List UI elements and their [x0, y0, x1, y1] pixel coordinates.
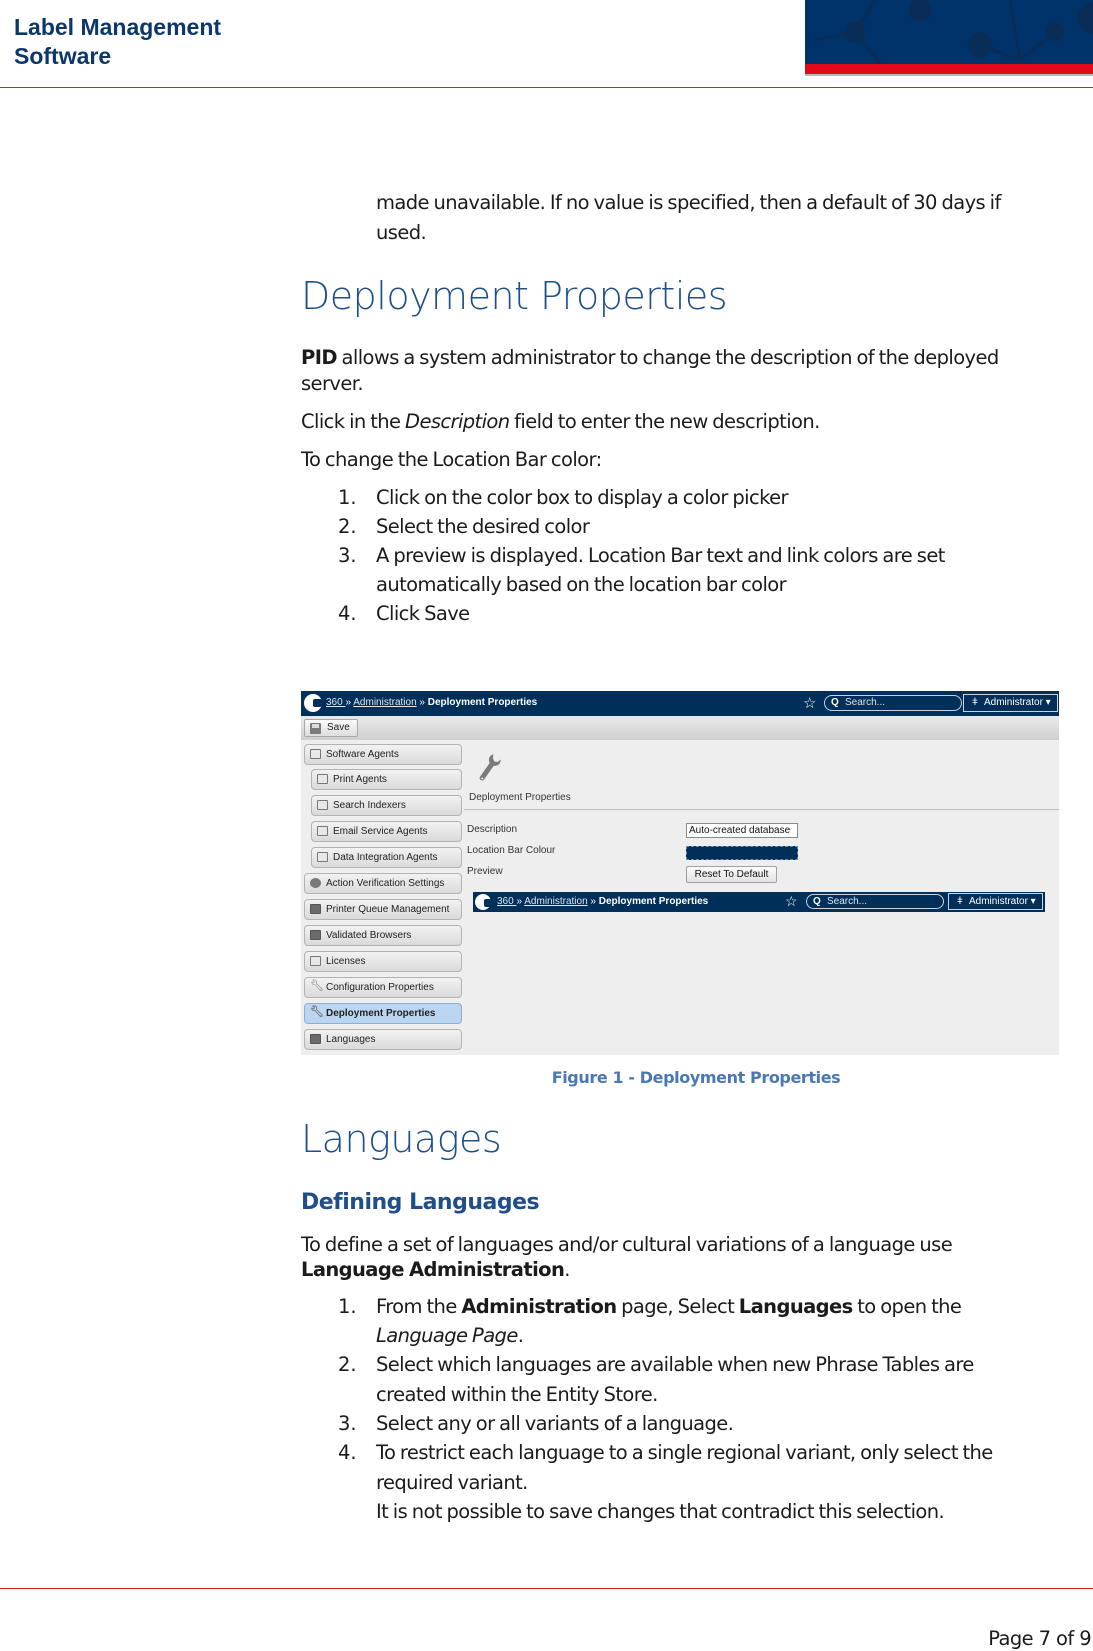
wrench-icon: 🔧︎ — [310, 1006, 324, 1018]
languages-intro-line1: To define a set of languages and/or cultural variations of a language use — [301, 1233, 953, 1256]
intro-paragraph-line1: made unavailable. If no value is specified, then a default of 30 days if — [376, 191, 1001, 214]
wrench-icon: 🔧︎ — [310, 980, 324, 992]
step-text-continued — [376, 1321, 523, 1350]
sidebar-item-email-service-agents[interactable] — [311, 821, 462, 842]
location-bar-preview — [473, 892, 1045, 912]
preview-search-input[interactable] — [806, 894, 944, 909]
header-divider — [0, 87, 1093, 88]
description-paragraph-pre: Click in the — [301, 410, 406, 433]
sidebar-item-languages[interactable] — [304, 1029, 462, 1050]
breadcrumb-administration-link[interactable]: Administration — [353, 697, 417, 708]
app-logo-icon — [475, 894, 491, 910]
step-number: 2. — [338, 515, 357, 538]
description-term: Description — [405, 410, 510, 433]
sidebar-item-printer-queue-management[interactable] — [304, 899, 462, 920]
search-placeholder: Search... — [827, 896, 868, 907]
step-text-continued: created within the Entity Store. — [376, 1383, 658, 1406]
sidebar-item-label: Printer Queue Management — [326, 904, 450, 915]
document-title-line2: Software — [14, 43, 112, 69]
search-icon: Q — [813, 896, 821, 907]
user-menu-button[interactable] — [963, 694, 1058, 712]
preview-breadcrumb — [497, 896, 708, 907]
section-heading-deployment-properties: Deployment Properties — [301, 274, 728, 318]
sidebar-item-label: Configuration Properties — [326, 982, 434, 993]
save-disk-icon — [310, 723, 321, 734]
languages-term: Languages — [738, 1295, 853, 1318]
description-paragraph — [301, 407, 820, 436]
user-name: Administrator ▾ — [984, 697, 1051, 708]
step-number: 2. — [338, 1353, 357, 1376]
step-text — [376, 1292, 961, 1321]
agents-icon — [317, 852, 328, 862]
breadcrumb-separator: » — [587, 896, 599, 907]
search-icon: Q — [831, 697, 839, 708]
figure-caption: Figure 1 - Deployment Properties — [551, 1068, 841, 1087]
sidebar-item-data-integration-agents[interactable] — [311, 847, 462, 868]
sidebar-item-configuration-properties[interactable] — [304, 977, 462, 998]
document-header — [0, 0, 1093, 90]
language-administration-term: Language Administration — [301, 1258, 565, 1281]
step-number: 1. — [338, 1295, 357, 1318]
breadcrumb-separator: » — [516, 896, 525, 907]
sidebar-item-search-indexers[interactable] — [311, 795, 462, 816]
figure-deployment-properties-screenshot — [301, 691, 1059, 1055]
languages-intro-line2 — [301, 1255, 570, 1284]
save-label: Save — [327, 722, 350, 733]
location-bar-intro: To change the Location Bar color: — [301, 448, 602, 471]
section-heading-languages: Languages — [301, 1117, 502, 1161]
step-text-continued: required variant. — [376, 1471, 528, 1494]
subheading-defining-languages: Defining Languages — [301, 1190, 540, 1215]
preview-breadcrumb-administration-link[interactable]: Administration — [524, 896, 588, 907]
pid-paragraph-text: allows a system administrator to change the description of the deployed — [336, 346, 999, 369]
step-note: It is not possible to save changes that contradict this selection. — [376, 1500, 945, 1523]
step-number: 4. — [338, 1441, 357, 1464]
step-number: 3. — [338, 544, 357, 567]
sidebar-item-label: Licenses — [326, 956, 366, 967]
agents-icon — [317, 800, 328, 810]
sidebar-item-label: Action Verification Settings — [326, 878, 445, 889]
pid-paragraph-line2: server. — [301, 372, 363, 395]
sidebar-item-label: Search Indexers — [333, 800, 406, 811]
step-text: Select which languages are available when new Phrase Tables are — [376, 1353, 974, 1376]
license-certificate-icon — [310, 956, 321, 966]
step-text: Click on the color box to display a color picker — [376, 486, 788, 509]
sidebar-item-label: Validated Browsers — [326, 930, 412, 941]
panel-title: Deployment Properties — [469, 792, 571, 803]
agents-icon — [317, 774, 328, 784]
preview-breadcrumb-current: Deployment Properties — [598, 896, 709, 907]
intro-paragraph-line2: used. — [376, 221, 427, 244]
sidebar-item-software-agents[interactable] — [304, 744, 462, 765]
description-label: Description — [467, 824, 518, 835]
step-text: To restrict each language to a single regional variant, only select the — [376, 1441, 993, 1464]
step-text: Select the desired color — [376, 515, 590, 538]
toolbar — [301, 716, 1059, 740]
step-text: A preview is displayed. Location Bar text and link colors are set — [376, 544, 945, 567]
step-text-part: page, Select — [616, 1295, 739, 1318]
breadcrumb — [326, 697, 537, 708]
agents-icon — [317, 826, 328, 836]
breadcrumb-current: Deployment Properties — [427, 697, 538, 708]
document-title — [14, 13, 221, 71]
step-text: Select any or all variants of a language. — [376, 1412, 734, 1435]
document-title-line1: Label Management — [14, 14, 222, 40]
favorite-star-icon[interactable]: ☆ — [803, 695, 817, 712]
language-page-term: Language Page — [376, 1324, 518, 1347]
brand-red-stripe — [805, 64, 1093, 74]
panel-divider — [464, 809, 1059, 810]
user-name: Administrator ▾ — [969, 896, 1036, 907]
step-number: 4. — [338, 602, 357, 625]
sidebar-item-licenses[interactable] — [304, 951, 462, 972]
sidebar-item-deployment-properties[interactable] — [304, 1003, 462, 1024]
period: . — [564, 1258, 570, 1281]
sidebar-item-label: Deployment Properties — [326, 1008, 436, 1019]
app-logo-icon — [304, 694, 322, 712]
favorite-star-icon[interactable]: ☆ — [785, 893, 798, 909]
sidebar-item-label: Software Agents — [326, 749, 399, 760]
breadcrumb-separator: » — [345, 697, 354, 708]
printer-icon — [310, 904, 321, 914]
step-text-part: to open the — [852, 1295, 962, 1318]
search-placeholder: Search... — [845, 697, 886, 708]
description-input[interactable]: Auto-created database — [686, 823, 798, 838]
search-input[interactable] — [824, 695, 962, 711]
reset-to-default-button[interactable]: Reset To Default — [686, 866, 777, 883]
check-badge-icon — [310, 878, 321, 888]
breadcrumb-separator: » — [416, 697, 428, 708]
sidebar-item-label: Email Service Agents — [333, 826, 428, 837]
step-number: 3. — [338, 1412, 357, 1435]
sidebar-item-action-verification-settings[interactable] — [304, 873, 462, 894]
deployment-wrench-icon — [473, 751, 507, 790]
pid-paragraph-line1 — [301, 343, 999, 372]
sidebar-item-print-agents[interactable] — [311, 769, 462, 790]
sidebar-item-label: Data Integration Agents — [333, 852, 438, 863]
pid-term: PID — [301, 346, 337, 369]
languages-icon — [310, 1034, 321, 1044]
browser-window-icon — [310, 930, 321, 940]
preview-label: Preview — [467, 866, 503, 877]
brand-stripe-shadow — [805, 74, 1093, 76]
footer-divider — [0, 1588, 1093, 1589]
step-number: 1. — [338, 486, 357, 509]
preview-user-menu-button[interactable] — [948, 893, 1043, 910]
sidebar-item-validated-browsers[interactable] — [304, 925, 462, 946]
page-number: Page 7 of 9 — [988, 1627, 1091, 1650]
sidebar-item-label: Languages — [326, 1034, 376, 1045]
location-bar-colour-picker[interactable] — [686, 846, 798, 860]
breadcrumb-360-link[interactable]: 360 — [326, 697, 346, 708]
location-bar — [301, 691, 1059, 716]
sidebar-item-label: Print Agents — [333, 774, 387, 785]
administration-term: Administration — [461, 1295, 617, 1318]
agents-icon — [310, 749, 321, 759]
step-text-continued: automatically based on the location bar color — [376, 573, 787, 596]
user-icon: ǂ — [957, 896, 963, 907]
step-text-part: From the — [376, 1295, 462, 1318]
preview-breadcrumb-360-link[interactable]: 360 — [497, 896, 517, 907]
period: . — [517, 1324, 524, 1347]
location-bar-colour-label: Location Bar Colour — [467, 845, 556, 856]
description-paragraph-post: field to enter the new description. — [509, 410, 820, 433]
save-button[interactable] — [304, 719, 358, 737]
user-icon: ǂ — [972, 697, 978, 708]
step-text: Click Save — [376, 602, 470, 625]
